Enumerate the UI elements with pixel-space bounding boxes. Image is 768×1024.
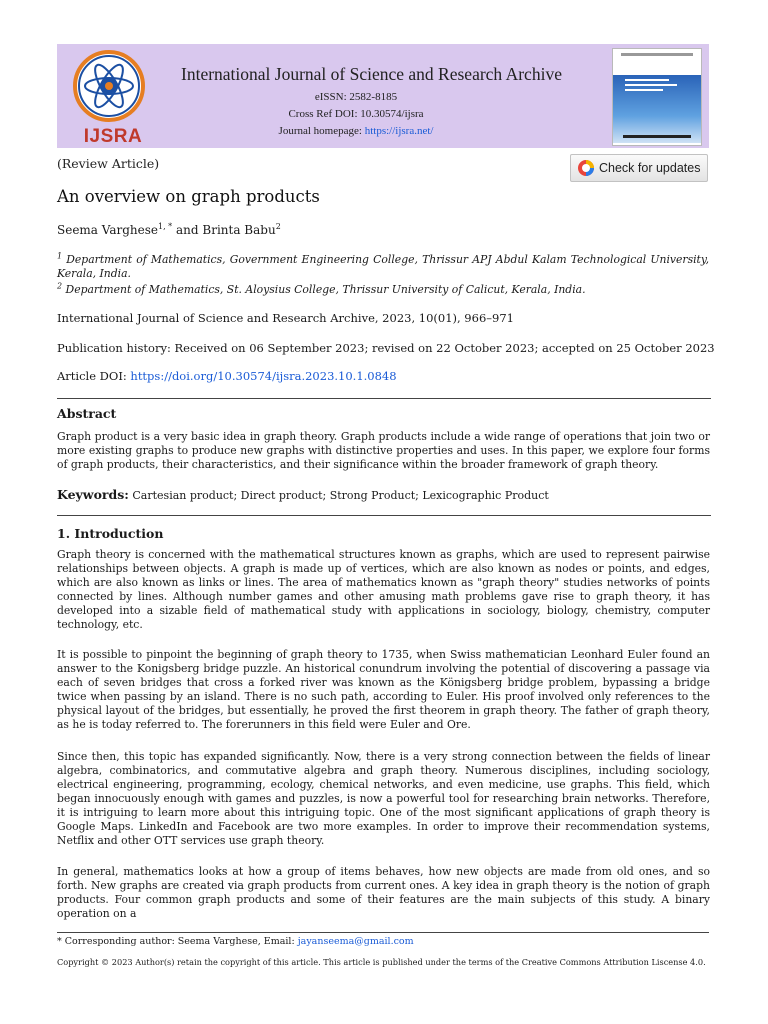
keywords-text: Cartesian product; Direct product; Strong Product; Lexicographic Product xyxy=(128,489,549,502)
divider xyxy=(57,515,711,516)
author-sup: 1, * xyxy=(158,222,173,231)
abstract-text: Graph product is a very basic idea in graph theory. Graph products include a wide range of operations that join two or more existing graphs to produce new graphs with distinctive properties and uses. In this paper, we explore four forms of graph products, their characteristics, and their significance within the broader framework of graph theory. xyxy=(57,430,710,471)
atom-logo-icon xyxy=(63,48,155,128)
publication-history: Publication history: Received on 06 September 2023; revised on 22 October 2023; accepted on 25 October 2023 xyxy=(57,341,715,355)
crossref-doi: Cross Ref DOI: 10.30574/ijsra xyxy=(288,108,424,120)
section-heading: 1. Introduction xyxy=(57,526,164,541)
author-list xyxy=(57,223,281,237)
corresponding-label: * Corresponding author: Seema Varghese, Email: xyxy=(57,936,298,947)
copyright-notice: Copyright © 2023 Author(s) retain the copyright of this article. This article is published under the terms of the Creative Commons Attribution Liscense 4.0. xyxy=(57,957,706,967)
affiliation-text: Department of Mathematics, Government Engineering College, Thrissur APJ Abdul Kalam Technological University, Kerala, India. xyxy=(57,253,709,280)
doi-label: Article DOI: xyxy=(57,369,131,383)
body-paragraph: Graph theory is concerned with the mathematical structures known as graphs, which are used to represent pairwise relationships between objects. A graph is made up of vertices, which are also known as nodes or points, and edges, which are also known as links or lines. The area of mathematics known as "graph theory" studies networks of points connected by lines. Although number games and other amusing math problems gave rise to graph theory, it has developed into a sizable field of mathematical study with applications in sociology, biology, chemistry, computer technology, etc. xyxy=(57,548,710,631)
affiliation-sup: 2 xyxy=(57,281,63,291)
author-name: Brinta Babu xyxy=(202,223,276,237)
body-paragraph: It is possible to pinpoint the beginning of graph theory to 1735, when Swiss mathematician Leonhard Euler found an answer to the Konigsberg bridge puzzle. An historical conundrum involving the potential of discovering a passage via each of seven bridges that cross a forked river was known as the Königsberg bridge problem, bypassing a bridge twice when passing by an island. There is no such path, according to Euler. His proof involved only references to the physical layout of the bridges, but essentially, he proved the first theorem in graph theory. The father of graph theory, as he is today referred to. The forerunners in this field were Euler and Ore. xyxy=(57,648,710,731)
article-title: An overview on graph products xyxy=(57,187,320,206)
journal-banner xyxy=(57,44,709,148)
abstract-heading: Abstract xyxy=(57,406,117,421)
journal-homepage xyxy=(181,125,531,137)
author-conjunction: and xyxy=(172,223,203,237)
journal-title: International Journal of Science and Research Archive xyxy=(181,64,562,84)
keywords-label: Keywords: xyxy=(57,487,129,502)
author-sup: 2 xyxy=(275,222,281,231)
affiliation xyxy=(57,253,709,281)
footer-divider xyxy=(57,932,709,933)
affiliation-text: Department of Mathematics, St. Aloysius College, Thrissur University of Calicut, Kerala, India. xyxy=(65,283,586,296)
article-doi xyxy=(57,369,397,383)
check-updates-icon xyxy=(577,159,595,177)
affiliation xyxy=(57,283,709,297)
homepage-link[interactable]: https://ijsra.net/ xyxy=(364,125,434,137)
author-name: Seema Varghese xyxy=(57,223,158,237)
citation: International Journal of Science and Research Archive, 2023, 10(01), 966–971 xyxy=(57,311,514,325)
corresponding-author xyxy=(57,936,414,947)
doi-link[interactable]: https://doi.org/10.30574/ijsra.2023.10.1.0848 xyxy=(130,369,397,383)
check-for-updates-button[interactable] xyxy=(570,154,708,182)
homepage-label: Journal homepage: xyxy=(278,125,365,137)
keywords xyxy=(57,487,549,502)
body-paragraph: In general, mathematics looks at how a group of items behaves, how new objects are made from old ones, and so forth. New graphs are created via graph products from current ones. A key idea in graph theory is the notion of graph products. Four common graph products and some of their features are the main subjects of this study. A binary operation on a xyxy=(57,865,710,920)
check-updates-label: Check for updates xyxy=(599,161,701,175)
email-link[interactable]: jayanseema@gmail.com xyxy=(297,936,414,947)
article-type: (Review Article) xyxy=(57,156,160,171)
affiliation-sup: 1 xyxy=(57,251,63,261)
body-paragraph: Since then, this topic has expanded significantly. Now, there is a very strong connection between the fields of linear algebra, combinatorics, and commutative algebra and graph theory. Numerous disciplines, including sociology, electrical engineering, programming, ecology, chemical networks, and even medicine, use graphs. This field, which began innocuously enough with games and puzzles, is now a powerful tool for researching brain networks. Therefore, it is intriguing to learn more about this intriguing topic. One of the most significant applications of graph theory is Google Maps. LinkedIn and Facebook are two more examples. In order to improve their recommendation systems, Netflix and other OTT services use graph theory. xyxy=(57,750,710,847)
journal-cover-thumbnail xyxy=(612,48,702,146)
divider xyxy=(57,398,711,399)
journal-logo xyxy=(63,48,155,147)
eissn: eISSN: 2582-8185 xyxy=(314,91,398,103)
logo-text: IJSRA xyxy=(83,126,143,147)
